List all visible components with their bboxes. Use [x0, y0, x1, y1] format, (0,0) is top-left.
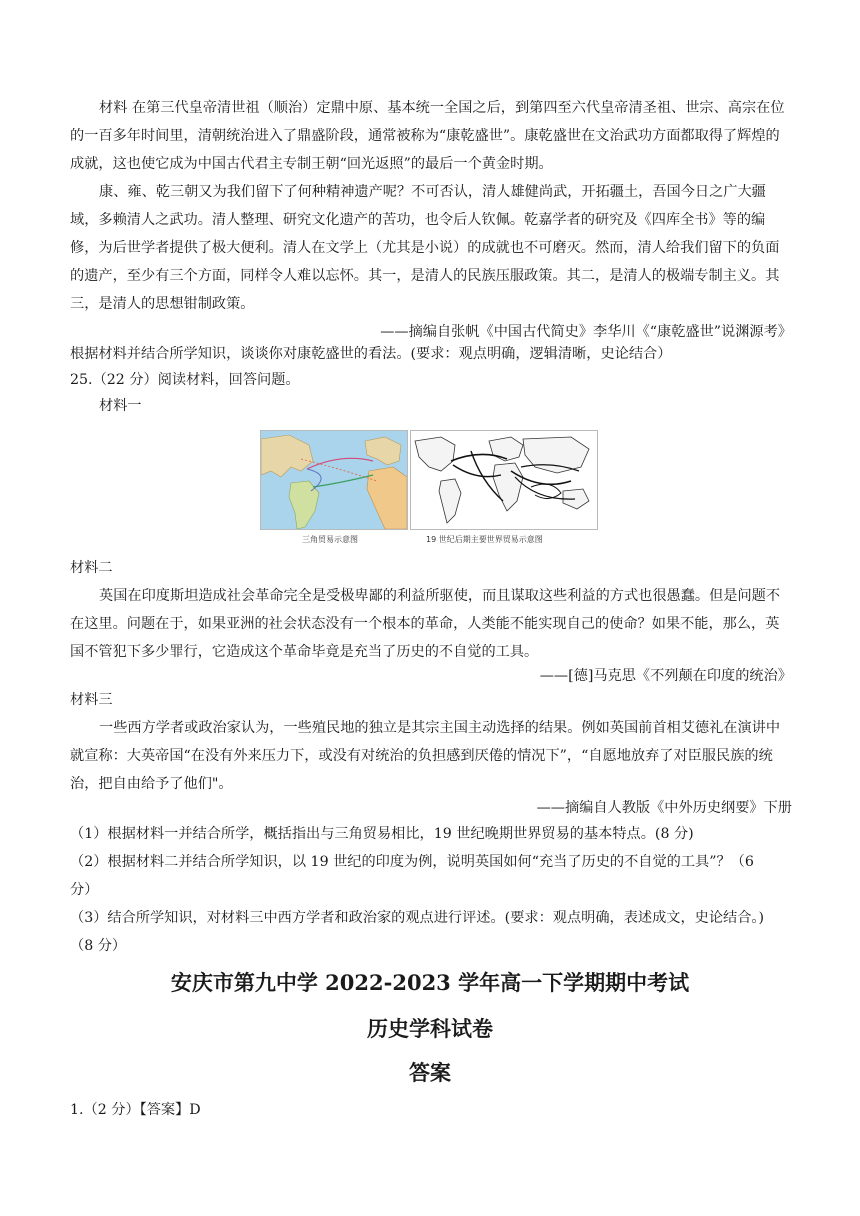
school-exam-title: 安庆市第九中学 2022-2023 学年高一下学期期中考试	[170, 970, 690, 995]
world-trade-map-graphic	[411, 431, 597, 529]
sub-question-3-continued: （8 分）	[70, 938, 127, 954]
answer-section-title: 答案	[409, 1060, 451, 1085]
material-2-label: 材料二	[70, 560, 113, 576]
subject-title: 历史学科试卷	[367, 1016, 493, 1041]
triangle-trade-map-graphic	[261, 431, 407, 529]
material-1-label: 材料一	[99, 398, 142, 414]
world-trade-map-caption: 19 世纪后期主要世界贸易示意图	[426, 535, 543, 544]
question-25-heading: 25.（22 分）阅读材料，回答问题。	[70, 372, 300, 388]
answer-item: 1.（2 分）【答案】D	[70, 1102, 201, 1118]
triangle-trade-map-caption: 三角贸易示意图	[302, 535, 358, 544]
material-24-source: ——摘编自张帆《中国古代简史》李华川《“康乾盛世”说渊源考》	[380, 324, 792, 340]
material-24-paragraph-1: 材料 在第三代皇帝清世祖（顺治）定鼎中原、基本统一全国之后，到第四至六代皇帝清圣祖、世宗、高宗在位的一百多年时间里，清朝统治进入了鼎盛阶段，通常被称为“康乾盛世”。康乾盛世在文治武功方面都取得了辉煌的成就，这也使它成为中国古代君主专制王朝“回光返照”的最后一个黄金时期。	[70, 100, 785, 172]
material-24-paragraph-2: 康、雍、乾三朝又为我们留下了何种精神遗产呢？不可否认，清人雄健尚武，开拓疆土，吾国今日之广大疆域，多赖清人之武功。清人整理、研究文化遗产的苦功，也令后人钦佩。乾嘉学者的研究及《四库全书》等的编修，为后世学者提供了极大便利。清人在文学上（尤其是小说）的成就也不可磨灭。然而，清人给我们留下的负面的遗产，至少有三个方面，同样令人难以忘怀。其一，是清人的民族压服政策。其二，是清人的极端专制主义。其三，是清人的思想钳制政策。	[70, 184, 780, 312]
material-2-source: ——[德]马克思《不列颠在印度的统治》	[539, 668, 792, 684]
sub-question-1: （1）根据材料一并结合所学，概括指出与三角贸易相比，19 世纪晚期世界贸易的基本特点。(8 分)	[70, 826, 694, 842]
triangle-trade-map	[260, 430, 408, 530]
material-3-label: 材料三	[70, 692, 113, 708]
material-3-source: ——摘编自人教版《中外历史纲要》下册	[536, 800, 792, 816]
material-3-text: 一些西方学者或政治家认为，一些殖民地的独立是其宗主国主动选择的结果。例如英国前首相艾德礼在演讲中就宣称：大英帝国“在没有外来压力下，或没有对统治的负担感到厌倦的情况下”，“自愿地放弃了对臣服民族的统治，把自由给予了他们"。	[70, 720, 781, 792]
trade-maps-figure	[260, 430, 596, 548]
sub-question-3: （3）结合所学知识，对材料三中西方学者和政治家的观点进行评述。(要求：观点明确，表述成文，史论结合。)	[70, 910, 765, 926]
question-24-prompt: 根据材料并结合所学知识，谈谈你对康乾盛世的看法。(要求：观点明确，逻辑清晰，史论结合）	[70, 346, 672, 362]
material-2-text: 英国在印度斯坦造成社会革命完全是受极卑鄙的利益所驱使，而且谋取这些利益的方式也很愚蠢。但是问题不在这里。问题在于，如果亚洲的社会状态没有一个根本的革命，人类能不能实现自己的使命？如果不能，那么，英国不管犯下多少罪行，它造成这个革命毕竟是充当了历史的不自觉的工具。	[70, 588, 781, 660]
sub-question-2: （2）根据材料二并结合所学知识，以 19 世纪的印度为例，说明英国如何“充当了历史的不自觉的工具”？（6	[70, 854, 754, 870]
sub-question-2-continued: 分）	[70, 882, 99, 898]
world-trade-map	[410, 430, 598, 530]
